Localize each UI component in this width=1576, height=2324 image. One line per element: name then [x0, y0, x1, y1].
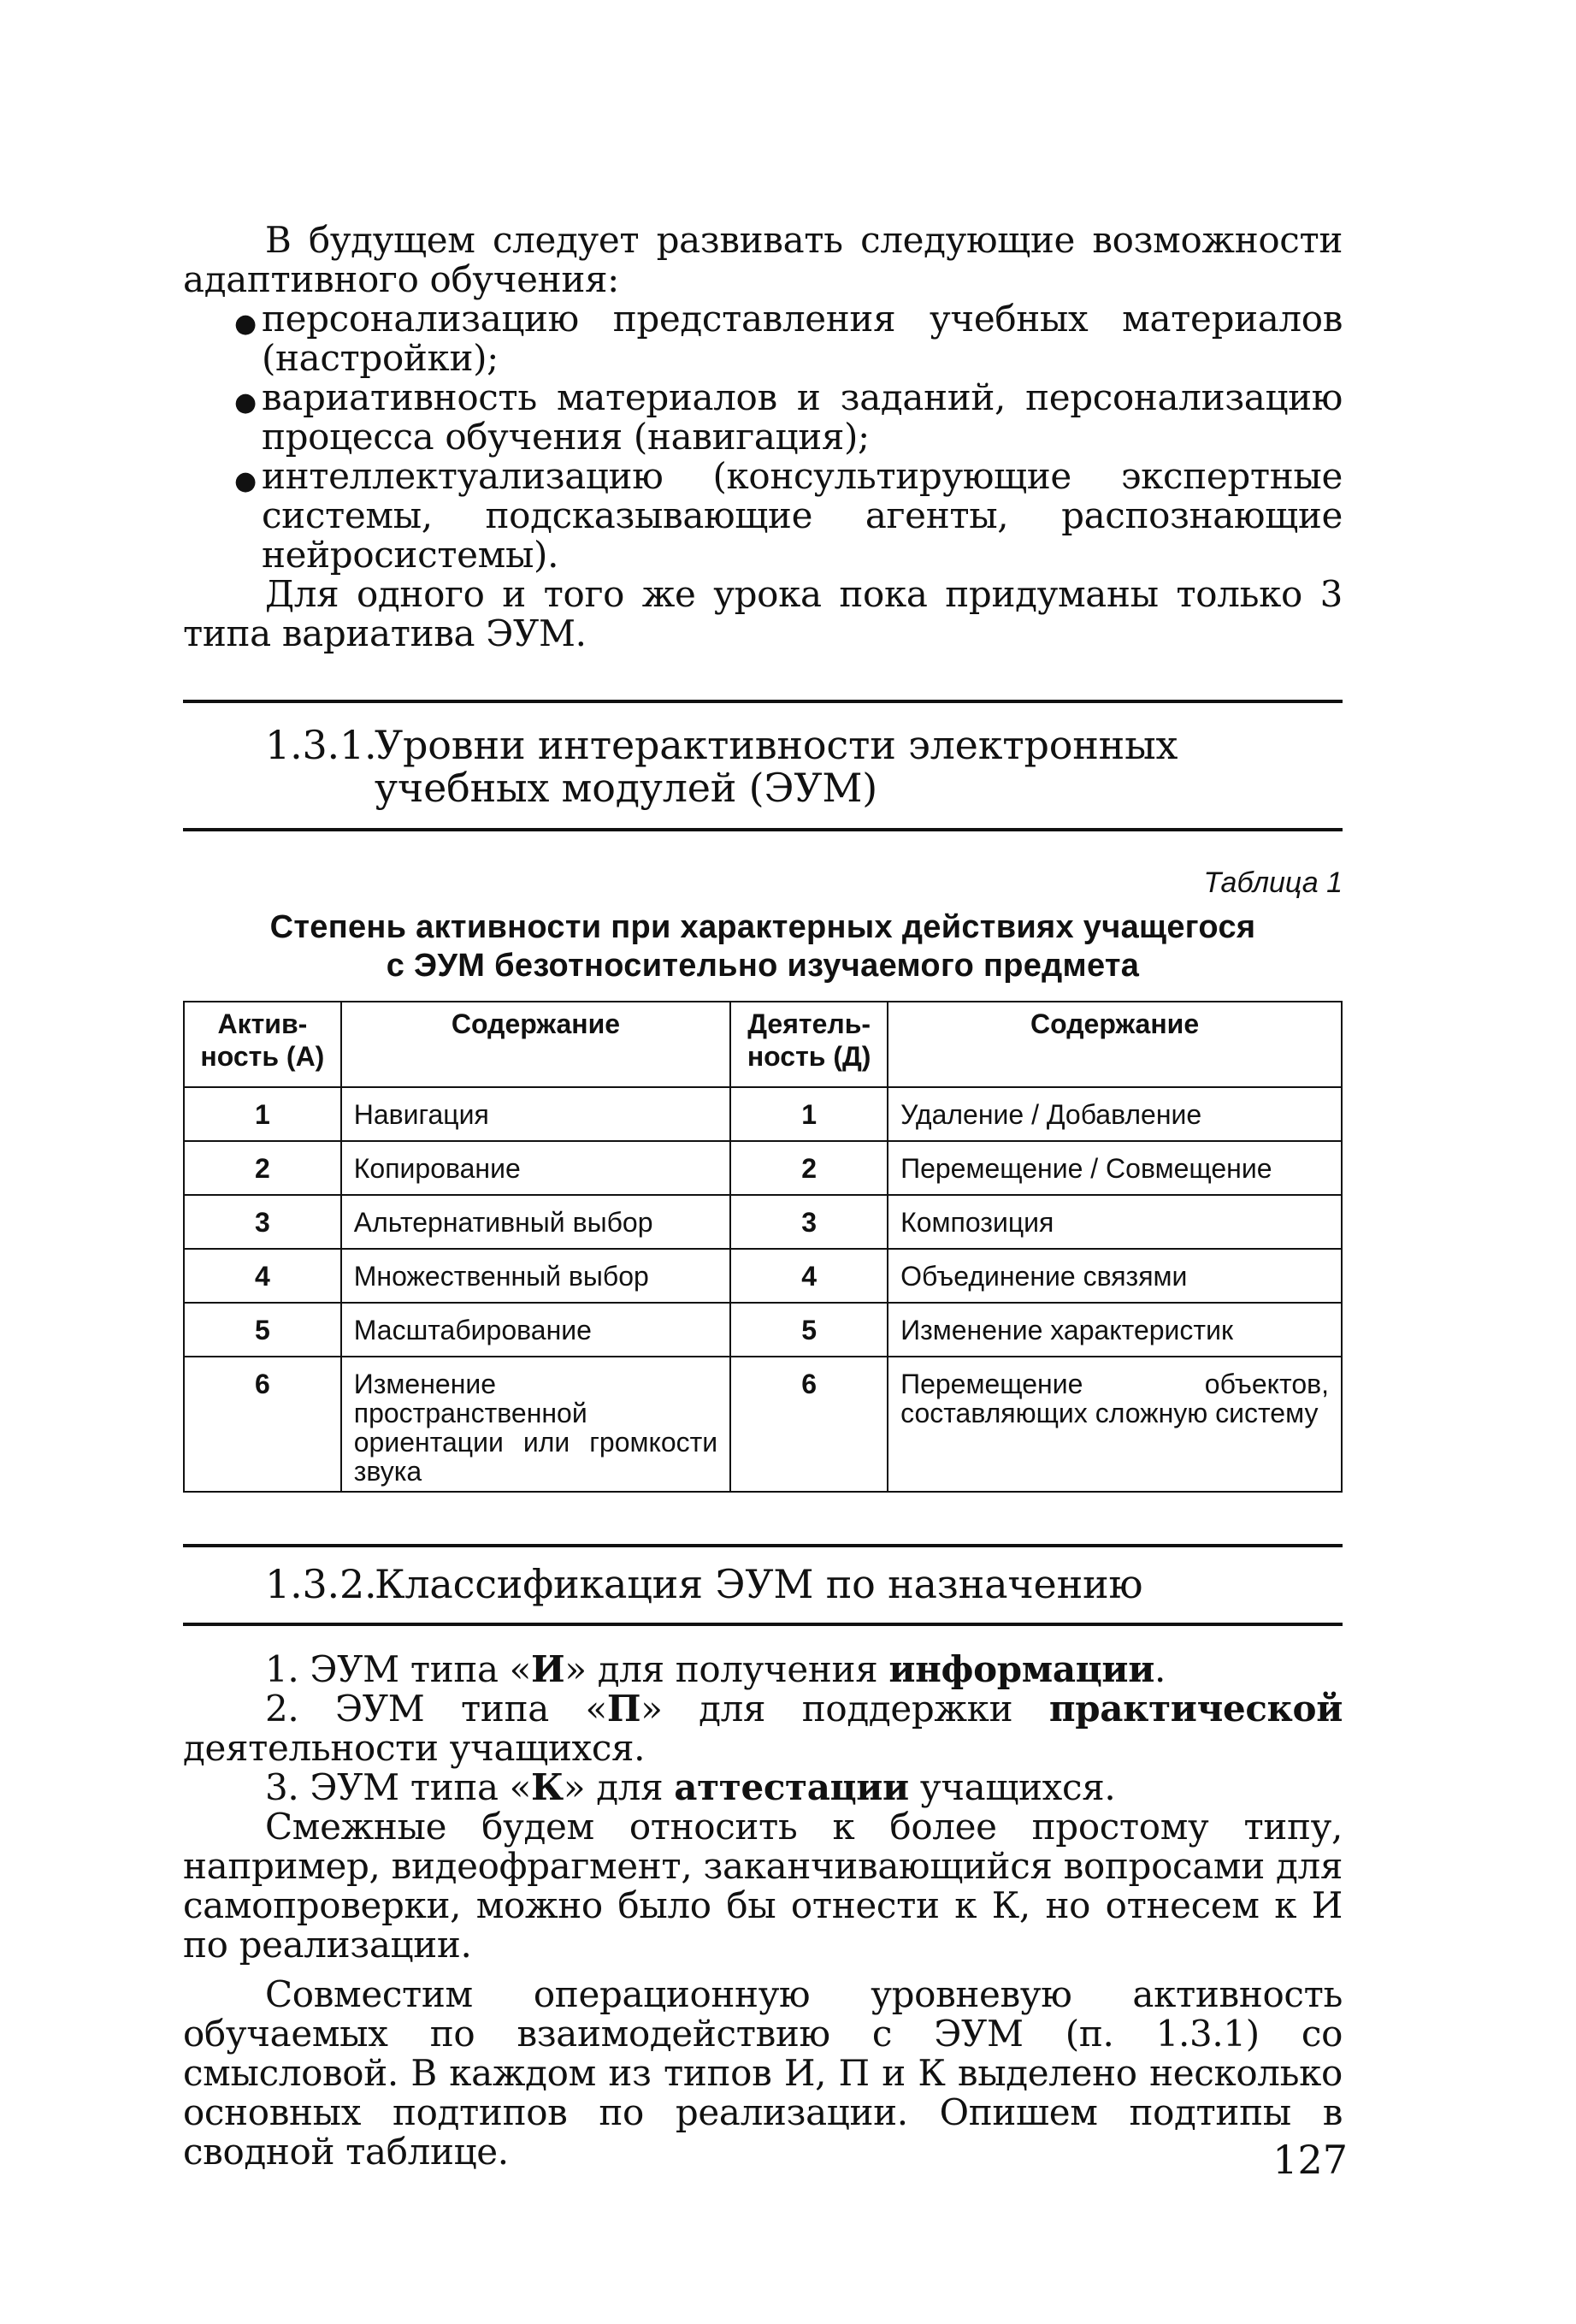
section-heading-1-3-2 [183, 1563, 1343, 1606]
header-content-a: Содержание [341, 1002, 730, 1087]
cell-content-d: Изменение характеристик [888, 1303, 1342, 1357]
cell-content-a: Изменение пространственной ориентации или громкости звука [341, 1357, 730, 1492]
cell-a: 3 [184, 1195, 341, 1249]
cell-content-d: Удаление / Добавление [888, 1087, 1342, 1141]
cell-content-a: Масштабирование [341, 1303, 730, 1357]
item-text: 2. ЭУМ типа « [265, 1688, 607, 1730]
cell-a: 2 [184, 1141, 341, 1195]
item-keyword: аттестации [674, 1766, 909, 1808]
section-number: 1.3.2. [265, 1561, 377, 1607]
header-content-d: Содержание [888, 1002, 1342, 1087]
purpose-item-1 [183, 1650, 1343, 1689]
table-row [184, 1087, 1342, 1141]
purpose-item-2 [183, 1689, 1343, 1768]
cell-content-d: Перемещение объектов, составляющих сложную систему [888, 1357, 1342, 1492]
cell-a: 4 [184, 1249, 341, 1303]
activity-table [183, 1001, 1343, 1493]
section-title: Уровни интерактивности электронных учебных модулей (ЭУМ) [375, 722, 1178, 811]
item-text: учащихся. [908, 1766, 1116, 1808]
item-text: 1. ЭУМ типа « [265, 1648, 532, 1690]
cell-content-a: Альтернативный выбор [341, 1195, 730, 1249]
bullet-text: интеллектуализацию (консультирующие экспертные системы, подсказывающие агенты, распознающие нейросистемы). [262, 455, 1343, 576]
header-activity-line2: ность (А) [200, 1041, 325, 1072]
table-label: Таблица 1 [1203, 866, 1343, 899]
table-row [184, 1357, 1342, 1492]
cell-content-a: Навигация [341, 1087, 730, 1141]
table-title-line: Степень активности при характерных действиях учащегося [269, 909, 1256, 945]
item-letter: И [531, 1648, 565, 1690]
item-text: деятельности учащихся. [183, 1727, 646, 1769]
bullet-text: персонализацию представления учебных материалов (настройки); [262, 298, 1343, 379]
page-number: 127 [1272, 2137, 1348, 2183]
bullet-icon: ● [234, 309, 257, 339]
cell-d: 6 [730, 1357, 888, 1492]
intro-paragraph: В будущем следует развивать следующие возможности адаптивного обучения: [183, 219, 1343, 300]
paragraph-adjacent: Смежные будем относить к более простому типу, например, видеофрагмент, заканчивающийся вопросами для самопроверки, можно было бы отнести к К, но отнесем к И по реализации. [183, 1806, 1343, 1966]
item-keyword: практической [1048, 1688, 1343, 1730]
cell-d: 2 [730, 1141, 888, 1195]
section-rule-top [183, 1544, 1343, 1547]
section-rule-bottom [183, 1623, 1343, 1626]
item-text: » для получения [564, 1648, 889, 1690]
page-content [183, 221, 1343, 2172]
section-heading-1-3-1 [183, 724, 1343, 809]
table-title-line: с ЭУМ безотносительно изучаемого предмета [386, 948, 1140, 984]
paragraph-combine: Совместим операционную уровневую активность обучаемых по взаимодействию с ЭУМ (п. 1.3.1) со смысловой. В каждом из типов И, П и К выделено несколько основных подтипов по реализации. Опишем подтипы в сводной таблице. [183, 1973, 1343, 2173]
list-item [183, 378, 1343, 457]
intro-closing: Для одного и того же урока пока придуманы только 3 типа вариатива ЭУМ. [183, 573, 1343, 654]
cell-a: 1 [184, 1087, 341, 1141]
cell-content-a: Копирование [341, 1141, 730, 1195]
cell-d: 3 [730, 1195, 888, 1249]
item-text: . [1154, 1648, 1166, 1690]
header-d-line1: Деятель- [747, 1008, 871, 1039]
item-text: » для [563, 1766, 675, 1808]
table-row [184, 1249, 1342, 1303]
cell-content-d: Объединение связями [888, 1249, 1342, 1303]
section-number: 1.3.1. [265, 722, 377, 768]
cell-d: 1 [730, 1087, 888, 1141]
table-title [183, 908, 1343, 985]
table-row [184, 1195, 1342, 1249]
table-row [184, 1303, 1342, 1357]
header-activity-line1: Актив- [217, 1008, 308, 1039]
item-letter: К [531, 1766, 564, 1808]
cell-a: 6 [184, 1357, 341, 1492]
cell-a: 5 [184, 1303, 341, 1357]
cell-content-d: Перемещение / Совмещение [888, 1141, 1342, 1195]
purpose-list [183, 1650, 1343, 1807]
cell-content-d: Композиция [888, 1195, 1342, 1249]
bullet-icon: ● [234, 387, 257, 417]
cell-d: 4 [730, 1249, 888, 1303]
intro-bullet-list [183, 299, 1343, 575]
section-rule-top [183, 700, 1343, 703]
table-header-row [184, 1002, 1342, 1087]
cell-d: 5 [730, 1303, 888, 1357]
header-activity [184, 1002, 341, 1087]
item-letter: П [606, 1688, 641, 1730]
cell-content-a: Множественный выбор [341, 1249, 730, 1303]
table-row [184, 1141, 1342, 1195]
section-rule-bottom [183, 828, 1343, 831]
section-title: Классификация ЭУМ по назначению [375, 1561, 1143, 1607]
list-item [183, 299, 1343, 378]
header-d-line2: ность (Д) [747, 1041, 871, 1072]
item-keyword: информации [888, 1648, 1155, 1690]
item-text: » для поддержки [640, 1688, 1049, 1730]
list-item [183, 457, 1343, 575]
header-deyatelnost [730, 1002, 888, 1087]
bullet-icon: ● [234, 466, 257, 496]
bullet-text: вариативность материалов и заданий, персонализацию процесса обучения (навигация); [262, 376, 1343, 458]
purpose-item-3 [183, 1768, 1343, 1807]
item-text: 3. ЭУМ типа « [265, 1766, 532, 1808]
